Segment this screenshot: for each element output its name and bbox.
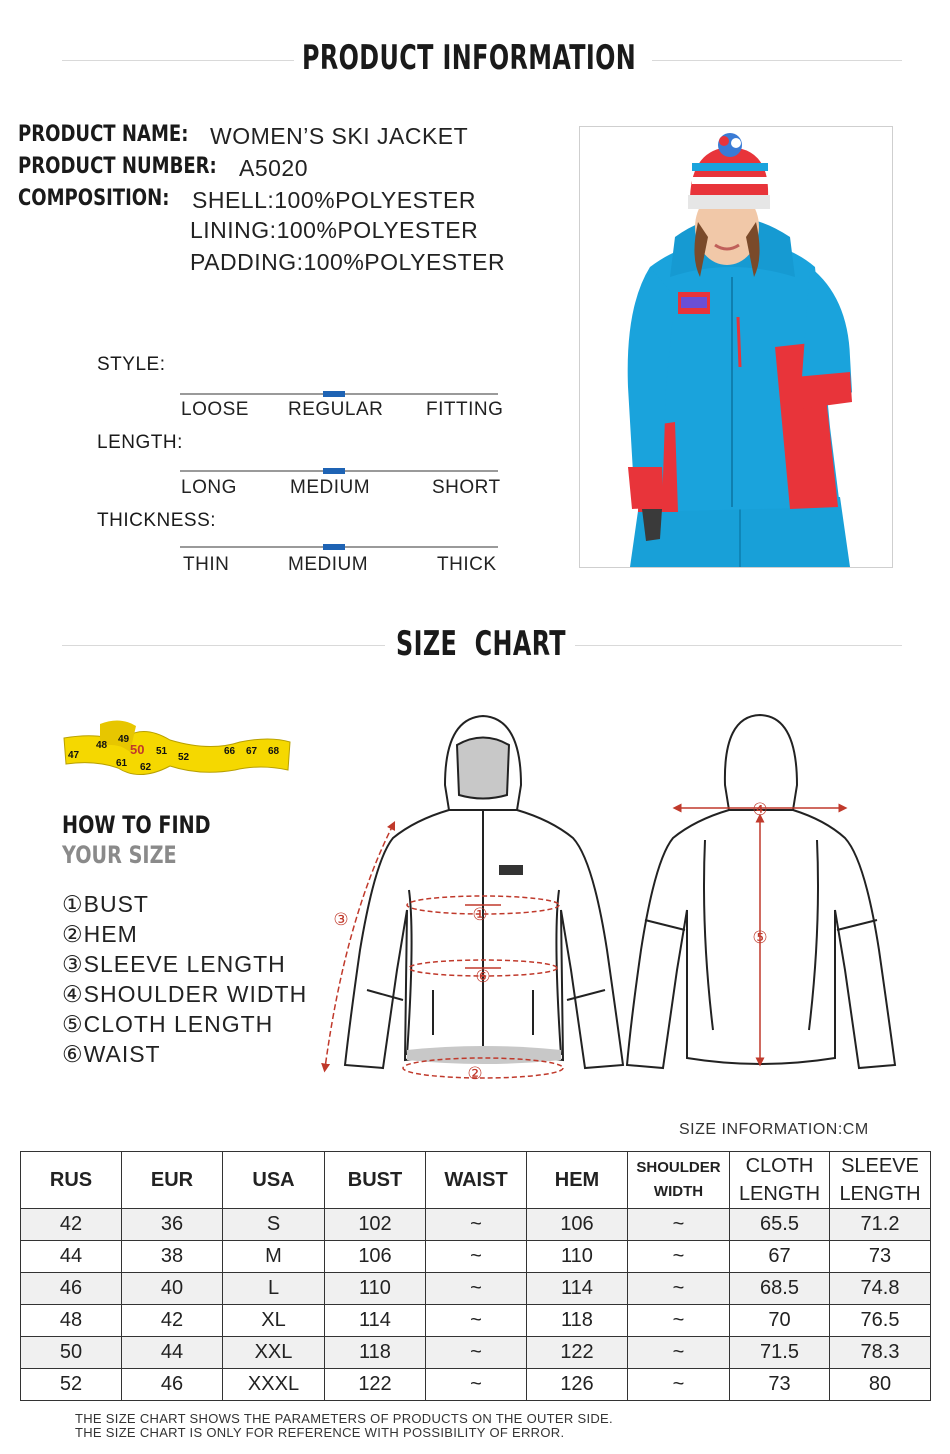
composition-shell: SHELL:100%POLYESTER (192, 187, 476, 213)
thickness-title: THICKNESS: (97, 510, 217, 531)
marker-hem: ② (467, 1064, 483, 1084)
col-header-bust: BUST (325, 1152, 426, 1209)
table-row (21, 1305, 931, 1337)
product-number-value: A5020 (239, 155, 309, 181)
table-cell: XXL (223, 1337, 325, 1369)
measurement-sleeve-length: ③SLEEVE LENGTH (62, 951, 286, 977)
col-header-cloth-line2: LENGTH (738, 1183, 821, 1205)
product-name-label: PRODUCT NAME: (18, 122, 189, 147)
col-header-sleeve-length (830, 1152, 931, 1209)
front-jacket-outline (345, 716, 623, 1068)
composition-padding: PADDING:100%POLYESTER (190, 249, 506, 275)
table-cell: 73 (730, 1369, 830, 1401)
col-header-sleeve-line1: SLEEVE (841, 1155, 919, 1177)
tape-number: 48 (96, 740, 108, 751)
product-info-heading: PRODUCT INFORMATION (302, 38, 637, 78)
table-cell: 122 (527, 1337, 628, 1369)
tape-number: 61 (116, 758, 128, 769)
table-cell: 68.5 (730, 1273, 830, 1305)
thickness-option-thick: THICK (437, 554, 497, 575)
tape-number: 47 (68, 750, 80, 761)
product-number-label: PRODUCT NUMBER: (18, 154, 217, 179)
thickness-option-thin: THIN (183, 554, 230, 575)
table-cell: ~ (628, 1305, 730, 1337)
header-rule-left (62, 60, 294, 61)
table-cell: 46 (21, 1273, 122, 1305)
table-cell: 76.5 (830, 1305, 931, 1337)
col-header-shoulder-width (628, 1152, 730, 1209)
table-cell: 106 (527, 1209, 628, 1241)
table-cell: 78.3 (830, 1337, 931, 1369)
table-cell: L (223, 1273, 325, 1305)
table-cell: ~ (628, 1273, 730, 1305)
model-wearing-jacket-illustration (580, 127, 892, 567)
tape-number: 67 (246, 746, 258, 757)
measurement-waist: ⑥WAIST (62, 1041, 161, 1067)
table-cell: 110 (325, 1273, 426, 1305)
tape-number: 62 (140, 762, 152, 773)
table-cell: 36 (122, 1209, 223, 1241)
length-option-short: SHORT (432, 477, 501, 498)
footnote-reference: THE SIZE CHART IS ONLY FOR REFERENCE WITH POSSIBILITY OF ERROR. (75, 1425, 565, 1440)
style-option-loose: LOOSE (181, 399, 249, 420)
table-cell: 52 (21, 1369, 122, 1401)
table-cell: 73 (830, 1241, 931, 1273)
table-cell: 102 (325, 1209, 426, 1241)
style-title: STYLE: (97, 354, 166, 375)
col-header-rus: RUS (21, 1152, 122, 1209)
table-cell: ~ (426, 1241, 527, 1273)
table-cell: 114 (527, 1273, 628, 1305)
table-cell: 65.5 (730, 1209, 830, 1241)
length-title: LENGTH: (97, 432, 183, 453)
how-to-find-heading: HOW TO FIND (62, 811, 211, 839)
table-cell: 44 (21, 1241, 122, 1273)
sizechart-rule-left (62, 645, 385, 646)
table-row (21, 1273, 931, 1305)
size-table (20, 1151, 931, 1401)
col-header-cloth-length (730, 1152, 830, 1209)
col-header-eur: EUR (122, 1152, 223, 1209)
table-row (21, 1369, 931, 1401)
tape-number: 51 (156, 746, 168, 757)
table-row (21, 1241, 931, 1273)
table-cell: S (223, 1209, 325, 1241)
table-cell: 46 (122, 1369, 223, 1401)
table-cell: 42 (21, 1209, 122, 1241)
table-cell: 71.5 (730, 1337, 830, 1369)
tape-number: 52 (178, 752, 190, 763)
table-cell: 70 (730, 1305, 830, 1337)
measurement-hem: ②HEM (62, 921, 138, 947)
table-cell: 80 (830, 1369, 931, 1401)
table-cell: ~ (426, 1209, 527, 1241)
length-option-long: LONG (181, 477, 237, 498)
table-cell: XXXL (223, 1369, 325, 1401)
marker-cloth-length: ⑤ (752, 928, 768, 948)
table-cell: ~ (628, 1337, 730, 1369)
your-size-heading: YOUR SIZE (62, 841, 177, 869)
col-header-hem: HEM (527, 1152, 628, 1209)
table-cell: 71.2 (830, 1209, 931, 1241)
tape-number: 50 (130, 742, 145, 757)
sizechart-rule-right (575, 645, 902, 646)
col-header-usa: USA (223, 1152, 325, 1209)
size-unit-note: SIZE INFORMATION:CM (679, 1121, 869, 1138)
table-cell: 122 (325, 1369, 426, 1401)
table-cell: 44 (122, 1337, 223, 1369)
table-cell: 118 (325, 1337, 426, 1369)
back-jacket-outline (627, 715, 895, 1068)
composition-lining: LINING:100%POLYESTER (190, 217, 479, 243)
thickness-selected-marker (323, 544, 345, 550)
table-cell: 74.8 (830, 1273, 931, 1305)
measurement-shoulder-width: ④SHOULDER WIDTH (62, 981, 308, 1007)
col-header-shoulder-line1: SHOULDER (636, 1159, 721, 1176)
marker-shoulder-width: ④ (752, 800, 768, 820)
table-cell: ~ (426, 1273, 527, 1305)
style-option-fitting: FITTING (426, 399, 504, 420)
table-cell: XL (223, 1305, 325, 1337)
table-cell: ~ (426, 1369, 527, 1401)
table-cell: 118 (527, 1305, 628, 1337)
product-photo (579, 126, 893, 568)
tape-number: 49 (118, 734, 130, 745)
measurement-cloth-length: ⑤CLOTH LENGTH (62, 1011, 274, 1037)
col-header-shoulder-line2: WIDTH (653, 1183, 704, 1200)
product-name-value: WOMEN’S SKI JACKET (210, 123, 469, 149)
table-cell: ~ (426, 1305, 527, 1337)
table-cell: 106 (325, 1241, 426, 1273)
table-cell: M (223, 1241, 325, 1273)
table-cell: 110 (527, 1241, 628, 1273)
table-cell: 38 (122, 1241, 223, 1273)
table-row (21, 1337, 931, 1369)
chest-logo (499, 865, 523, 875)
marker-bust: ① (472, 905, 488, 925)
size-chart-heading: SIZE CHART (396, 624, 566, 664)
col-header-cloth-line1: CLOTH (745, 1155, 814, 1177)
table-cell: 48 (21, 1305, 122, 1337)
tape-number: 68 (268, 746, 280, 757)
table-cell: ~ (628, 1369, 730, 1401)
table-cell: ~ (426, 1337, 527, 1369)
length-selected-marker (323, 468, 345, 474)
marker-sleeve-length: ③ (333, 910, 349, 930)
style-selected-marker (323, 391, 345, 397)
table-row (21, 1209, 931, 1241)
thickness-option-medium: MEDIUM (288, 554, 369, 575)
composition-label: COMPOSITION: (18, 186, 170, 211)
header-rule-right (652, 60, 902, 61)
table-header-row (21, 1152, 931, 1209)
table-cell: ~ (628, 1209, 730, 1241)
measurement-bust: ①BUST (62, 891, 149, 917)
table-cell: 42 (122, 1305, 223, 1337)
marker-waist: ⑥ (475, 967, 491, 987)
table-cell: 126 (527, 1369, 628, 1401)
measuring-tape-image (60, 712, 292, 784)
table-cell: 67 (730, 1241, 830, 1273)
table-cell: 50 (21, 1337, 122, 1369)
footnote-outer-side: THE SIZE CHART SHOWS THE PARAMETERS OF PRODUCTS ON THE OUTER SIDE. (75, 1411, 613, 1426)
jacket-measurement-diagram (305, 690, 945, 1100)
table-cell: 40 (122, 1273, 223, 1305)
style-option-regular: REGULAR (288, 399, 384, 420)
table-cell: 114 (325, 1305, 426, 1337)
length-option-medium: MEDIUM (290, 477, 371, 498)
tape-number: 66 (224, 746, 236, 757)
col-header-sleeve-line2: LENGTH (839, 1183, 921, 1205)
col-header-waist: WAIST (426, 1152, 527, 1209)
table-cell: ~ (628, 1241, 730, 1273)
